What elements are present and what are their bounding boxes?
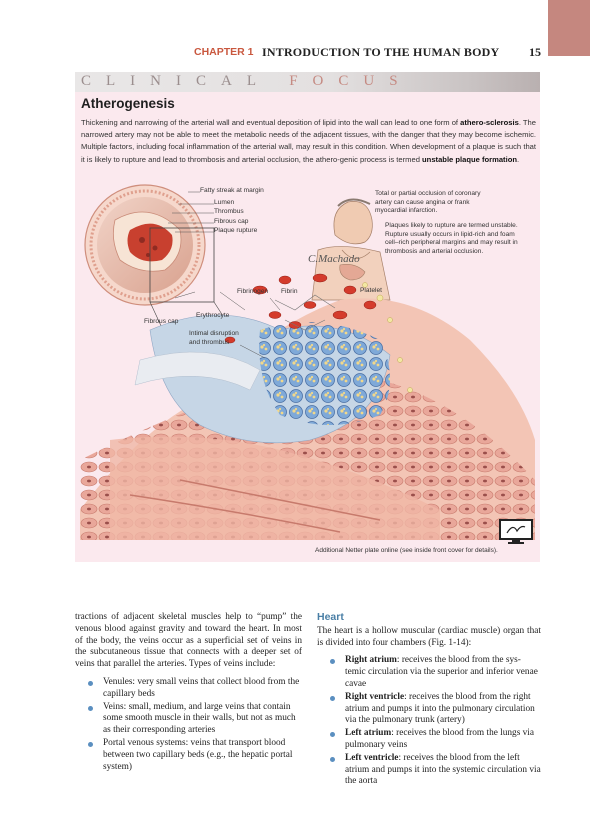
label-intimal-disruption: Intimal disruption and thrombus bbox=[189, 330, 239, 346]
left-column bbox=[75, 612, 302, 774]
heart-chambers-list bbox=[317, 655, 541, 788]
label-lumen: Lumen bbox=[214, 199, 235, 206]
running-header bbox=[0, 45, 540, 61]
bullet-icon bbox=[330, 659, 335, 664]
banner-word-focus: FOCUS bbox=[289, 73, 413, 89]
clinical-focus-banner bbox=[75, 72, 540, 92]
list-item: Left ventricle: receives the blood from the left atrium and pumps it into the systemic circulation via the aorta bbox=[317, 753, 541, 788]
list-item: Veins: small, medium, and large veins that contain some smooth muscle in their walls, but not as much as their corresponding arteries bbox=[75, 702, 302, 737]
list-item: Portal venous systems: veins that transport blood between two capillary beds (e.g., the hepatic portal system) bbox=[75, 738, 302, 773]
monitor-icon bbox=[499, 519, 533, 545]
label-erythrocyte: Erythrocyte bbox=[196, 312, 230, 319]
label-platelet: Platelet bbox=[360, 287, 382, 294]
heart-heading: Heart bbox=[317, 611, 344, 623]
vein-types-list bbox=[75, 677, 302, 773]
label-fibrinogen: Fibrinogen bbox=[237, 288, 269, 295]
list-item: Right ventricle: receives the blood from the right atrium and pumps it into the pulmonary circulation via the pulmonary trunk (artery) bbox=[317, 692, 541, 727]
right-column bbox=[317, 612, 541, 789]
bullet-icon bbox=[88, 742, 93, 747]
chapter-title: INTRODUCTION TO THE HUMAN BODY bbox=[262, 45, 500, 59]
box-intro-paragraph: Thickening and narrowing of the arterial wall and eventual deposition of lipid into the wall can lead to one form of athero-sclerosis. The narrowed artery may not be able to meet the metabolic needs of the adjacent tissues, with the danger that they may become ischemic. Multiple factors, including focal inflammation of the arterial wall, may result in this condition. When development of a plaque is such that it is likely to rupture and lead to thrombosis and arterial occlusion, the athero-genic process is termed unstable plaque formation. bbox=[81, 118, 536, 164]
bullet-icon bbox=[88, 681, 93, 686]
chapter-label: CHAPTER 1 bbox=[194, 46, 254, 58]
bullet-icon bbox=[330, 696, 335, 701]
list-item: Right atrium: receives the blood from the sys-temic circulation via the superior and inferior venae cavae bbox=[317, 655, 541, 690]
bullet-icon bbox=[88, 706, 93, 711]
label-fibrin: Fibrin bbox=[281, 288, 298, 295]
plaque-detail bbox=[80, 274, 535, 540]
bullet-icon bbox=[330, 732, 335, 737]
label-unstable-note: Plaques likely to rupture are termed unstable. Rupture usually occurs in lipid-rich and foam cell–rich peripheral margins and may result in thrombosis and arterial occlusion. bbox=[385, 222, 518, 255]
list-item: Venules: very small veins that collect blood from the capillary beds bbox=[75, 677, 302, 701]
label-thrombus: Thrombus bbox=[214, 208, 244, 215]
heart-paragraph: The heart is a hollow muscular (cardiac muscle) organ that is divided into four chambers (Fig. 1-14): bbox=[317, 625, 541, 648]
label-occlusion-note: Total or partial occlusion of coronary artery can cause angina or frank myocardial infarction. bbox=[375, 190, 481, 214]
list-item: Left atrium: receives the blood from the lungs via pulmonary veins bbox=[317, 728, 541, 752]
vessel-cross-section bbox=[85, 185, 214, 305]
label-fibrous-cap: Fibrous cap bbox=[214, 218, 249, 225]
chapter-tab bbox=[548, 0, 590, 56]
bullet-icon bbox=[330, 757, 335, 762]
label-fatty-streak: Fatty streak at margin bbox=[200, 187, 264, 194]
box-title: Atherogenesis bbox=[81, 96, 175, 111]
veins-paragraph: tractions of adjacent skeletal muscles help to “pump” the venous blood against gravity and toward the heart. In most of the body, the veins occur as a superficial set of veins in the subcutaneous tissue that connects with a deeper set of veins that parallel the arteries. Types of veins include: bbox=[75, 612, 302, 670]
label-fibrous-cap-2: Fibrous cap bbox=[144, 318, 179, 325]
plate-caption: Additional Netter plate online (see inside front cover for details). bbox=[315, 547, 498, 554]
banner-word-clinical: CLINICAL bbox=[81, 73, 271, 89]
signature: C.Machado bbox=[308, 253, 360, 265]
label-plaque-rupture: Plaque rupture bbox=[214, 227, 258, 234]
page-number: 15 bbox=[529, 45, 541, 59]
